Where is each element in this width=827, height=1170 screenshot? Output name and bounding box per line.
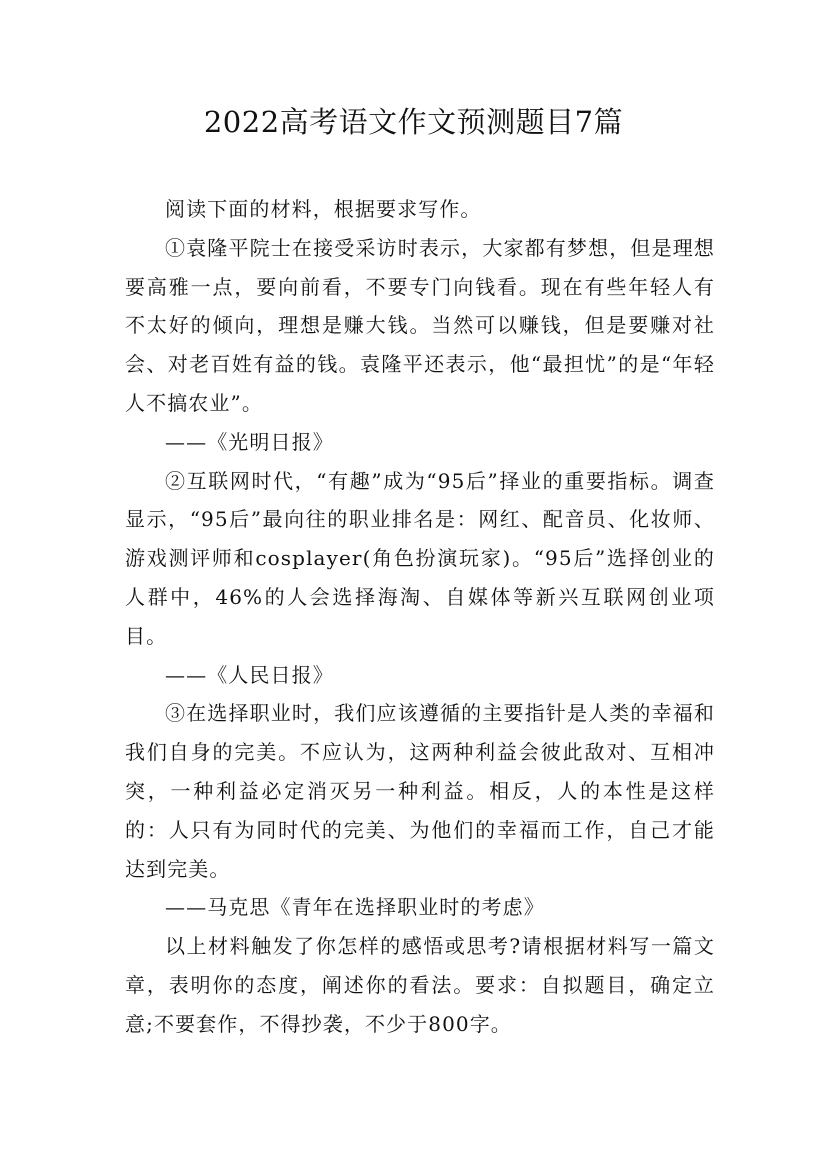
document-body bbox=[125, 190, 715, 1044]
material-paragraph-3: ③在选择职业时，我们应该遵循的主要指针是人类的幸福和我们自身的完美。不应认为，这两种利益会彼此敌对、互相冲突，一种利益必定消灭另一种利益。相反，人的本性是这样的：人只有为同时代的完美、为他们的幸福而工作，自己才能达到完美。 bbox=[125, 701, 715, 881]
material-paragraph-1: ①袁隆平院士在接受采访时表示，大家都有梦想，但是理想要高雅一点，要向前看，不要专门向钱看。现在有些年轻人有不太好的倾向，理想是赚大钱。当然可以赚钱，但是要赚对社会、对老百姓有益的钱。袁隆平还表示，他“最担忧”的是“年轻人不搞农业”。 bbox=[125, 235, 715, 415]
source-citation-2: ——《人民日报》 bbox=[165, 662, 334, 687]
source-citation-1: ——《光明日报》 bbox=[165, 429, 334, 454]
material-paragraph-2: ②互联网时代，“有趣”成为“95后”择业的重要指标。调查显示，“95后”最向往的职业排名是：网红、配音员、化妆师、游戏测评师和cosplayer(角色扮演玩家)。“95后”选择创业的人群中，46%的人会选择海淘、自媒体等新兴互联网创业项目。 bbox=[125, 468, 715, 648]
document-title: 2022高考语文作文预测题目7篇 bbox=[203, 105, 624, 139]
source-citation-3: ——马克思《青年在选择职业时的考虑》 bbox=[165, 895, 545, 920]
writing-requirement-paragraph: 以上材料触发了你怎样的感悟或思考?请根据材料写一篇文章，表明你的态度，阐述你的看法。要求：自拟题目，确定立意;不要套作，不得抄袭，不少于800字。 bbox=[125, 934, 715, 1036]
instruction-paragraph: 阅读下面的材料，根据要求写作。 bbox=[165, 197, 482, 221]
